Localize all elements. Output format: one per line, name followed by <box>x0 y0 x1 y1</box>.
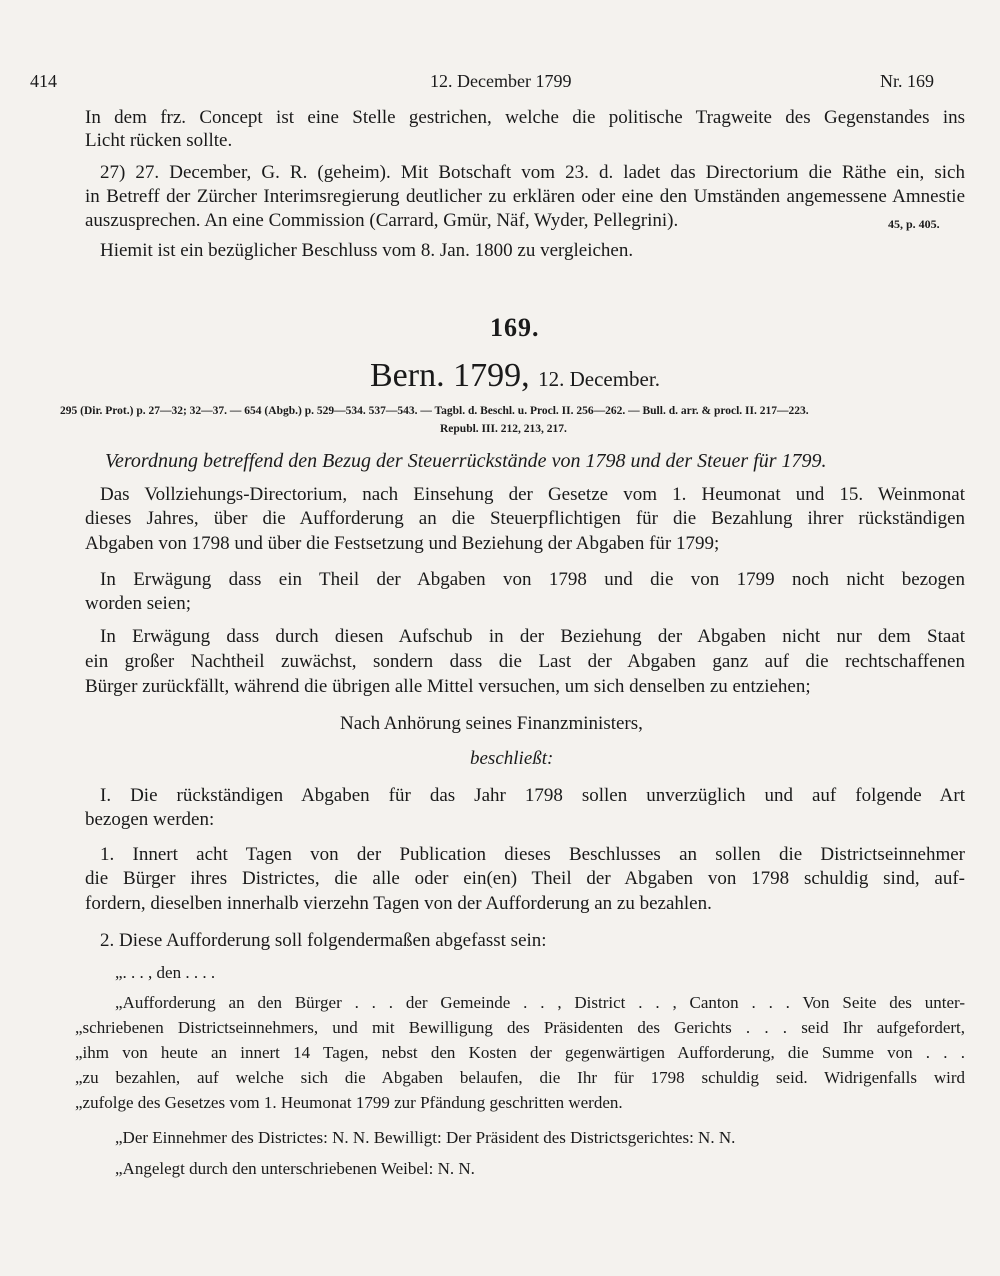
body-line: ein großer Nachtheil zuwächst, sondern dass die Last der Abgaben ganz auf die rechtschaffenen <box>85 651 965 672</box>
body-line: In Erwägung dass ein Theil der Abgaben von 1798 und die von 1799 noch nicht bezogen <box>100 569 965 590</box>
note-reference: 45, p. 405. <box>888 217 940 231</box>
body-line: fordern, dieselben innerhalb vierzehn Tagen von der Aufforderung an zu bezahlen. <box>85 893 712 914</box>
section-place: Bern. <box>370 357 445 394</box>
note-line: In dem frz. Concept ist eine Stelle gestrichen, welche die politische Tragweite des Gegenstandes ins <box>85 107 965 128</box>
note-line: auszusprechen. An eine Commission (Carrard, Gmür, Näf, Wyder, Pellegrini). <box>85 210 679 231</box>
body-line: bezogen werden: <box>85 809 215 830</box>
body-line: dieses Jahres, über die Aufforderung an die Steuerpflichtigen für die Bezahlung ihrer rückständigen <box>85 508 965 529</box>
quote-line: „ihm von heute an innert 14 Tagen, nebst den Kosten der gegenwärtigen Aufforderung, die Summe von . . . <box>75 1043 965 1062</box>
section-place-date <box>370 357 660 398</box>
body-line: 2. Diese Aufforderung soll folgendermaßen abgefasst sein: <box>100 930 547 951</box>
note-line: 27) 27. December, G. R. (geheim). Mit Botschaft vom 23. d. ladet das Directorium die Räthe ein, sich <box>100 162 965 183</box>
source-references: Republ. III. 212, 213, 217. <box>440 423 567 435</box>
quote-line: „. . . , den . . . . <box>115 963 216 982</box>
section-day: 12. December. <box>538 367 660 391</box>
body-line: worden seien; <box>85 593 192 614</box>
page-number: 414 <box>30 71 57 91</box>
quote-line: „zu bezahlen, auf welche sich die Abgaben belaufen, die Ihr für 1798 schuldig seid. Widrigenfalls wird <box>75 1068 965 1087</box>
decree-title: Verordnung betreffend den Bezug der Steuerrückstände von 1798 und der Steuer für 1799. <box>105 450 827 472</box>
quote-line: „Aufforderung an den Bürger . . . der Gemeinde . . , District . . , Canton . . . Von Seite des unter- <box>115 993 965 1012</box>
note-line: Licht rücken sollte. <box>85 130 233 151</box>
body-line: 1. Innert acht Tagen von der Publication dieses Beschlusses an sollen die Districtseinnehmer <box>100 844 965 865</box>
quote-line: „schriebenen Districtseinnehmers, und mit Bewilligung des Präsidenten des Gerichts . . . seid Ihr aufgefordert, <box>75 1018 965 1037</box>
body-line: In Erwägung dass durch diesen Aufschub in der Beziehung der Abgaben nicht nur dem Staat <box>100 626 965 647</box>
body-line: Bürger zurückfällt, während die übrigen alle Mittel versuchen, um sich denselben zu entziehen; <box>85 676 811 697</box>
quote-line: „zufolge des Gesetzes vom 1. Heumonat 1799 zur Pfändung geschritten werden. <box>75 1093 623 1112</box>
section-number: 169. <box>490 313 540 342</box>
body-line: I. Die rückständigen Abgaben für das Jahr 1798 sollen unverzüglich und auf folgende Art <box>100 785 965 806</box>
body-line: Nach Anhörung seines Finanzministers, <box>340 713 643 734</box>
note-line: in Betreff der Zürcher Interimsregierung deutlicher zu erklären oder eine den Umständen angemessene Amnestie <box>85 186 965 207</box>
body-line: Abgaben von 1798 und über die Festsetzung und Beziehung der Abgaben für 1799; <box>85 533 720 554</box>
quote-line: „Der Einnehmer des Districtes: N. N. Bewilligt: Der Präsident des Districtsgerichtes: N. N. <box>115 1128 736 1147</box>
note-line: Hiemit ist ein bezüglicher Beschluss vom 8. Jan. 1800 zu vergleichen. <box>100 240 634 261</box>
document-number: Nr. 169 <box>880 71 934 91</box>
header-date: 12. December 1799 <box>430 71 572 91</box>
body-line: die Bürger ihres Districtes, die alle oder ein(en) Theil der Abgaben von 1798 schuldig sind, auf- <box>85 868 965 889</box>
source-references: 295 (Dir. Prot.) p. 27—32; 32—37. — 654 (Abgb.) p. 529—534. 537—543. — Tagbl. d. Beschl. u. Procl. II. 256—262. — Bull. d. arr. & procl. II. 217—223. <box>60 405 809 417</box>
decision-word: beschließt: <box>470 748 554 769</box>
section-year: 1799, <box>453 357 530 394</box>
quote-line: „Angelegt durch den unterschriebenen Weibel: N. N. <box>115 1159 475 1178</box>
body-line: Das Vollziehungs-Directorium, nach Einsehung der Gesetze vom 1. Heumonat und 15. Weinmonat <box>100 484 965 505</box>
